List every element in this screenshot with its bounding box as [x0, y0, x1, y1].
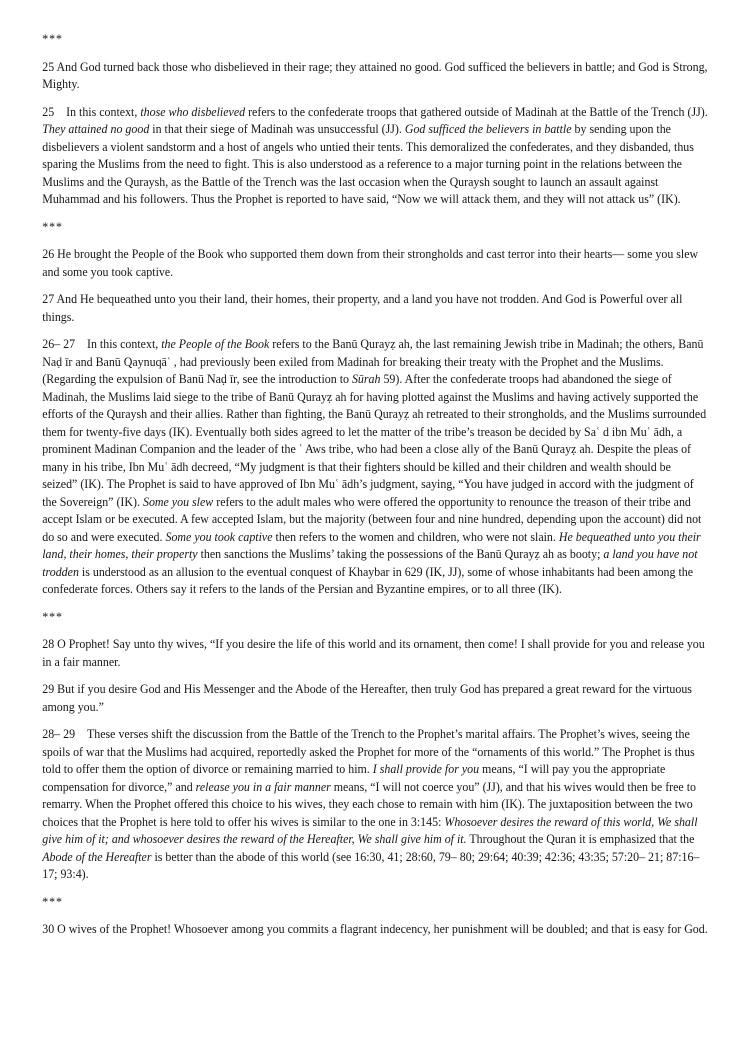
text-segment: In this context,: [86, 336, 162, 351]
text-segment: 29 But if you desire God and His Messenger and the Abode of the Hereafter, then truly God has prepared a great reward for the virtuous among you.”: [42, 681, 692, 714]
italic-text-segment: Some you slew: [142, 493, 214, 509]
text-segment: means, “I will not coerce you” (JJ), and that his wives would then be free to remarry. When the Prophet offered this choice to his wives, they each chose to remain with him (IK). The juxtaposition between the two choices that the Prophet is here told to offer his wives is similar to the one in 3:145:: [42, 778, 697, 829]
commentary-25: [42, 103, 708, 208]
verse-25: [42, 58, 708, 93]
italic-text-segment: release you in a fair manner: [195, 778, 331, 794]
document-content: [42, 30, 708, 938]
separator-3: [42, 608, 708, 626]
italic-text-segment: He bequeathed unto you their land, their homes, their property: [42, 528, 701, 561]
text-segment: then sanctions the Muslims’ taking the possessions of the Banū Qurayẓ ah as booty;: [197, 546, 604, 561]
italic-text-segment: Whosoever desires the reward of this world, We shall give him of it; and whosoever desires the reward of the Hereafter, We shall give him of it.: [42, 813, 698, 846]
italic-text-segment: God sufficed the believers in battle: [404, 121, 572, 136]
separator-asterisks: ***: [42, 893, 63, 909]
text-segment: is understood as an allusion to the eventual conquest of Khaybar in 629 (IK, JJ), some of whose inhabitants had been among the confederate forces. Others say it refers to the lands of the Persian and Byzantine empires, or to all three (IK).: [42, 563, 694, 596]
text-segment: then refers to the women and children, who were not slain.: [272, 528, 559, 544]
separator-asterisks: ***: [42, 31, 63, 46]
text-segment: 30 O wives of the Prophet! Whosoever among you commits a flagrant indecency, her punishment will be doubled; and that is easy for God.: [42, 921, 708, 936]
text-segment: in that their siege of Madinah was unsuccessful (JJ).: [149, 121, 405, 136]
commentary-verse-number: 26– 27: [42, 336, 76, 351]
separator-asterisks: ***: [42, 608, 63, 624]
verse-29: [42, 680, 708, 715]
verse-30: [42, 920, 708, 938]
text-segment: is better than the abode of this world (see 16:30, 41; 28:60, 79– 80; 29:64; 40:39; 42:36; 43:35; 57:20– 21; 87:16– 17; 93:4).: [42, 848, 700, 881]
text-segment: Throughout the Quran it is emphasized that the: [466, 831, 695, 846]
italic-text-segment: I shall provide for you: [372, 761, 480, 776]
commentary-verse-number: 25: [42, 103, 55, 119]
separator-asterisks: ***: [42, 218, 63, 234]
italic-text-segment: Sūrah: [351, 371, 381, 386]
italic-text-segment: those who disbelieved: [140, 103, 246, 119]
text-segment: In this context,: [66, 103, 141, 119]
text-segment: refers to the Banū Qurayẓ ah, the last remaining Jewish tribe in Madinah; the others, Banū Naḍ īr and Banū Qaynuqāʿ , had previously been exiled from Madinah for breaking their treaty with the Prophet and the Muslims. (Regarding the expulsion of Banū Naḍ īr, see the introduction to: [42, 336, 704, 386]
italic-text-segment: They attained no good: [42, 121, 150, 136]
verse-28: [42, 635, 708, 670]
verse-26: [42, 245, 708, 280]
text-segment: 27 And He bequeathed unto you their land, their homes, their property, and a land you have not trodden. And God is Powerful over all things.: [42, 291, 683, 324]
commentary-26-27: [42, 335, 708, 598]
separator-4: [42, 893, 708, 911]
italic-text-segment: the People of the Book: [161, 336, 270, 351]
text-segment: These verses shift the discussion from the Battle of the Trench to the Prophet’s marital affairs. The Prophet’s wives, seeing the spoils of war that the Muslims had acquired, reportedly asked the Prophet for more of the “ornaments of this world.” The Prophet is thus told to offer them the option of divorce or remaining married to him.: [42, 726, 695, 776]
commentary-28-29: [42, 725, 708, 883]
text-segment: 59). After the confederate troops had abandoned the siege of Madinah, the Muslims laid siege to the tribe of Banū Qurayẓ ah for having plotted against the Muslims and having actively supported the efforts of the Quraysh and their allies. Rather than fighting, the Banū Qurayẓ ah retreated to their strongholds, and the Muslims surrounded them for twenty-five days (IK). Eventually both sides agreed to let the matter of the tribe’s treason be decided by Saʿ d ibn Muʿ ādh, a prominent Madinan Companion and the leader of the ʿ Aws tribe, who had been a close ally of the Banū Qurayẓ ah. Despite the pleas of many in his tribe, Ibn Muʿ ādh decreed, “My judgment is that their fighters should be killed and their children and wealth should be seized” (IK). The Prophet is said to have approved of Ibn Muʿ ādh’s judgment, saying, “You have judged in accord with the judgment of the Sovereign” (IK).: [42, 371, 707, 509]
commentary-verse-number: 28– 29: [42, 726, 76, 741]
text-segment: refers to the confederate troops that gathered outside of Madinah at the Battle of the Trench (JJ).: [245, 103, 708, 119]
text-segment: 28 O Prophet! Say unto thy wives, “If you desire the life of this world and its ornament, then come! I shall provide for you and release you in a fair manner.: [42, 636, 705, 669]
text-segment: by sending upon the disbelievers a violent sandstorm and a host of angels who untied their tents. This demoralized the confederates, and they disbanded, thus sparing the Muslims from the need to fight. This is also understood as a reference to a major turning point in the relations between the Muslims and the Quraysh, as the Battle of the Trench was the last occasion when the Quraysh sought to launch an assault against Muhammad and his followers. Thus the Prophet is reported to have said, “Now we will attack them, and they will not attack us” (IK).: [42, 121, 694, 206]
italic-text-segment: Abode of the Hereafter: [42, 848, 152, 864]
separator-1: [42, 30, 708, 48]
text-segment: 26 He brought the People of the Book who supported them down from their strongholds and cast terror into their hearts— some you slew and some you took captive.: [42, 246, 699, 279]
verse-27: [42, 290, 708, 325]
italic-text-segment: Some you took captive: [165, 528, 273, 544]
text-segment: 25 And God turned back those who disbelieved in their rage; they attained no good. God sufficed the believers in battle; and God is Strong, Mighty.: [42, 58, 708, 91]
italic-text-segment: a land you have not trodden: [42, 546, 698, 579]
text-segment: means, “I will pay you the appropriate compensation for divorce,” and: [42, 761, 666, 794]
text-segment: refers to the adult males who were offered the opportunity to renounce the treason of their tribe and accept Islam or be executed. A few accepted Islam, but the majority (between four and nine hundred, depending upon the account) did not do so and were executed.: [42, 493, 702, 544]
separator-2: [42, 218, 708, 236]
